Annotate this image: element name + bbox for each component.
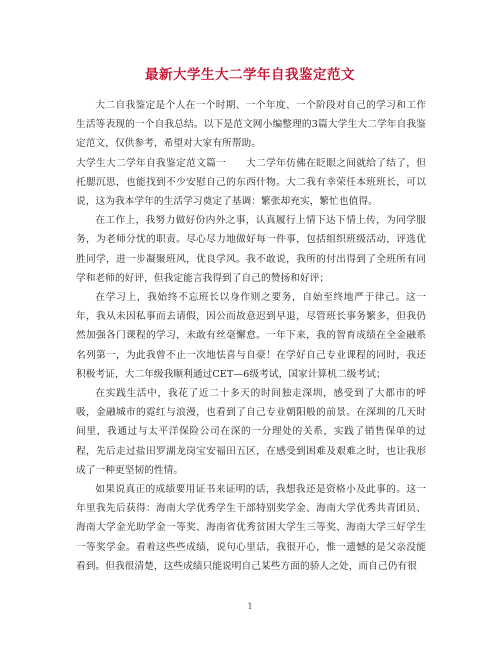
document-title: 最新大学生大二学年自我鉴定范文 xyxy=(145,67,355,83)
paragraph-work: 在工作上，我努力做好份内外之事，认真履行上情下达下情上传，为同学服务，为老师分忧的职责。尽心尽力地做好每一件事，包括组织班级活动，评选优胜同学，进一步凝聚班风，优良学风。我不敢说，我所的付出得到了全班所有同学和老师的好评，但我定能言我得到了自己的赞扬和好评； xyxy=(76,215,426,284)
page-number: 1 xyxy=(247,602,253,611)
paragraph-practice: 在实践生活中，我花了近二十多天的时间独走深圳，感受到了大都市的呼吸，金融城市的霓红与浪漫，也看到了自己专业朝阳般的前景。在深圳的几天时间里，我通过与太平洋保险公司在深的一分理处的关系，实践了销售保单的过程，先后走过盐田罗湖龙岗宝安福田五区，在感受到困难及艰难之时，也让我形成了一种更坚韧的性情。 xyxy=(76,388,426,476)
paragraph-intro: 大二自我鉴定是个人在一个时期、一个年度、一个阶段对自己的学习和工作生活等表现的一个自我总结。以下是范文网小编整理的3篇大学生大二学年自我鉴定范文，仅供参考，希望对大家有所帮助。 xyxy=(76,100,426,150)
paragraph-study: 在学习上，我始终不忘班长以身作则之要务，自始至终地严于律己。这一年，我从未因私事而去请假，因公而故意迟到早退，尽管班长事务繁多，但我仍然加强各门课程的学习，未敢有丝毫懈怠。一年下来，我的智育成绩在全金融系名列第一，为此我曾不止一次地怯喜与自豪！在学好自己专业课程的同时，我还积极考证，大二年级我顺利通过CET—6级考试，国家计算机二级考试； xyxy=(76,292,426,380)
document-body xyxy=(76,96,426,576)
paragraph-achievements: 如果说真正的成绩要用证书来证明的话，我想我还是资格小及此事的。这一年里我先后获得：海南大学优秀学生干部特别奖学金、海南大学优秀共青团员、海南大学金光助学金一等奖、海南省优秀贫困大学生三等奖、海南大学三好学生一等奖学金。看着这些些成绩，说句心里话，我很开心，惟一遗憾的是父亲没能看到。但我很清楚，这些成绩只能说明自己某些方面的骄人之处，而自己仍有很 xyxy=(76,484,426,572)
paragraph-essay-one-opening: 大学生大二学年自我鉴定范文篇一 大二学年仿佛在眨眼之间就给了结了，但托腮沉思，也能找到不少安慰自己的东西什物。大二我有幸荣任本班班长，可以说，这为我本学年的生活学习奠定了基调：繁张却充实，繁忙也值得。 xyxy=(76,157,426,208)
